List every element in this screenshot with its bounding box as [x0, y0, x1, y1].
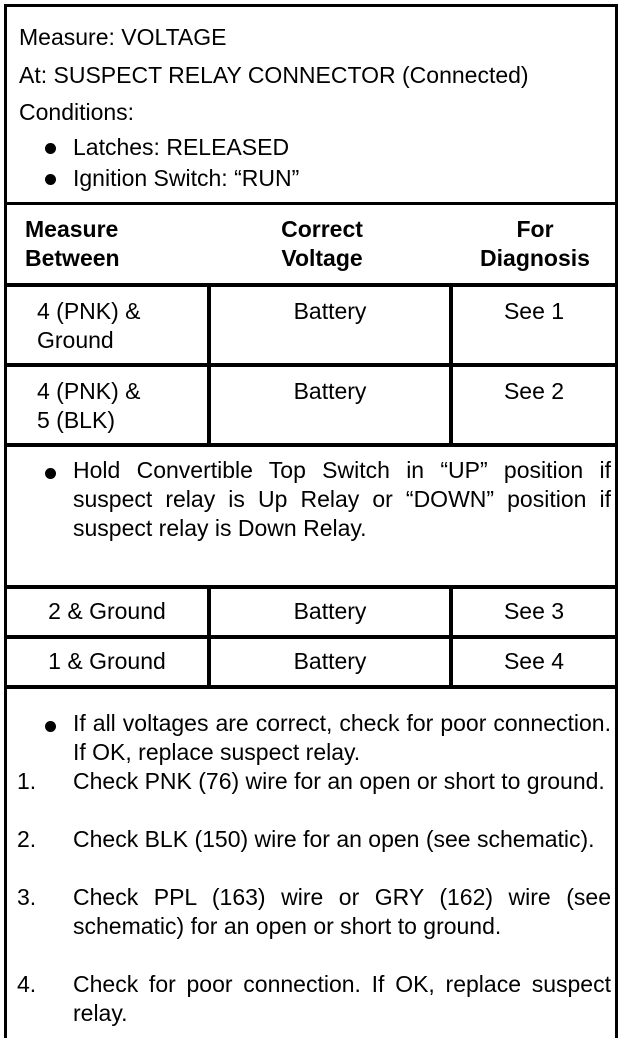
cell-voltage: Battery — [293, 648, 367, 674]
header-measure-between: Measure Between — [25, 216, 120, 271]
step-text: Check PPL (163) wire or GRY (162) wire (see schematic) for an open or short to ground. — [73, 884, 611, 939]
at-value: SUSPECT RELAY CONNECTOR (Connected) — [53, 62, 529, 88]
cell-diagnosis: See 2 — [503, 378, 565, 404]
step-text: Check PNK (76) wire for an open or short to ground. — [73, 768, 605, 794]
cell-diagnosis: See 3 — [503, 598, 565, 624]
measure-label: Measure: — [19, 24, 115, 50]
cell-measure-between: 4 (PNK) & 5 (BLK) — [37, 378, 141, 433]
bullet-icon — [45, 143, 56, 154]
cell-voltage: Battery — [293, 598, 367, 624]
step-number: 4. — [17, 971, 37, 997]
header-correct-voltage: Correct Voltage — [281, 216, 363, 271]
cell-diagnosis: See 1 — [503, 298, 565, 324]
cell-measure-between: 4 (PNK) & Ground — [37, 298, 141, 353]
bullet-icon — [45, 174, 56, 185]
cell-measure-between: 1 & Ground — [48, 648, 166, 674]
conditions-label: Conditions: — [19, 99, 135, 125]
step-text: Check for poor connection. If OK, replace suspect relay. — [73, 971, 611, 1026]
cell-voltage: Battery — [293, 378, 367, 404]
step-number: 2. — [17, 826, 37, 852]
step-number: 1. — [17, 768, 37, 794]
bullet-icon — [45, 721, 56, 732]
header-for-diagnosis: For Diagnosis — [480, 216, 590, 271]
step-number: 3. — [17, 884, 37, 910]
condition-item-latches: Latches: RELEASED — [73, 134, 290, 160]
cell-diagnosis: See 4 — [503, 648, 565, 674]
condition-item-ignition: Ignition Switch: “RUN” — [73, 165, 300, 191]
procedure-sheet — [4, 4, 618, 1038]
cell-measure-between: 2 & Ground — [48, 598, 166, 624]
step-text: Check BLK (150) wire for an open (see schematic). — [73, 826, 595, 852]
cell-voltage: Battery — [293, 298, 367, 324]
at-label: At: — [19, 62, 48, 88]
at-line — [19, 61, 529, 90]
measure-line — [19, 23, 227, 52]
instruction-text: Hold Convertible Top Switch in “UP” position if suspect relay is Up Relay or “DOWN” position if suspect relay is Down Relay. — [73, 457, 611, 541]
bullet-icon — [45, 468, 56, 479]
diagnosis-bullet: If all voltages are correct, check for poor connection. If OK, replace suspect relay. — [73, 710, 611, 765]
measure-value: VOLTAGE — [121, 24, 227, 50]
